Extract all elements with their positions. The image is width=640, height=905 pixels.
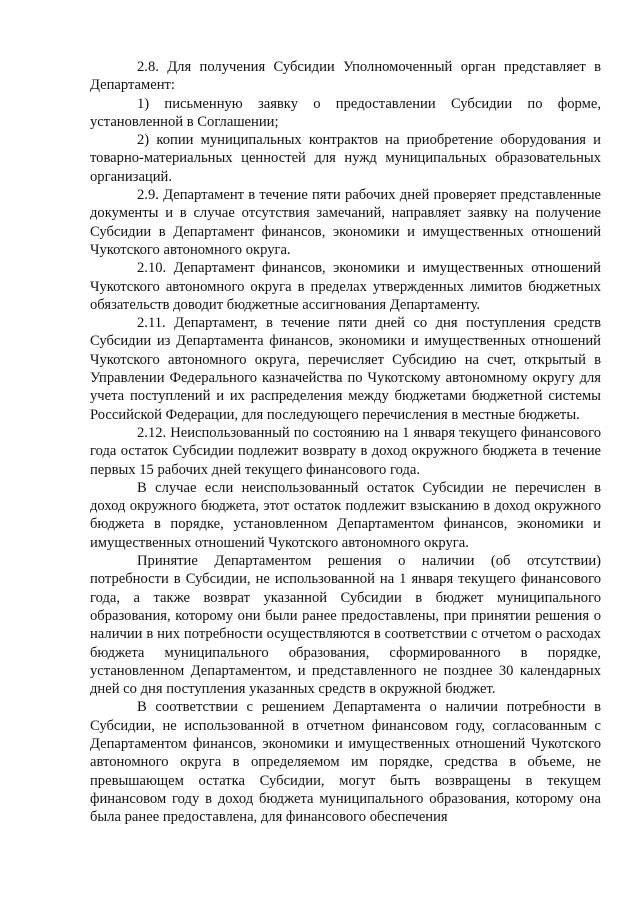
paragraph-2-9: 2.9. Департамент в течение пяти рабочих дней проверяет представленные документы и в случае отсутствия замечаний, направляет заявку на получение Субсидии в Департамент финансов, экономики и имущественных отношений Чукотского автономного округа. — [90, 187, 601, 258]
document-page — [90, 58, 601, 826]
paragraph-item-2: 2) копии муниципальных контрактов на приобретение оборудования и товарно-материальных ценностей для нужд муниципальных образовательных организаций. — [90, 132, 601, 185]
paragraph-unpaid-balance: В случае если неиспользованный остаток Субсидии не перечислен в доход окружного бюджета, этот остаток подлежит взысканию в доход окружного бюджета в порядке, установленном Департаментом финансов, экономики и имущественных отношений Чукотского автономного округа. — [90, 479, 601, 551]
paragraph-item-1: 1) письменную заявку о предоставлении Субсидии по форме, установленной в Соглашении; — [90, 95, 601, 130]
paragraph-2-12: 2.12. Неиспользованный по состоянию на 1 января текущего финансового года остаток Субсидии подлежит возврату в доход окружного бюджета в течение первых 15 рабочих дней текущего финансового года. — [90, 424, 601, 478]
paragraph-2-11: 2.11. Департамент, в течение пяти дней со дня поступления средств Субсидии из Департамента финансов, экономики и имущественных отношений Чукотского автономного округа, перечисляет Субсидию на счет, открытый в Управлении Федерального казначейства по Чукотскому автономному округу для учета поступлений и их распределения между бюджетами бюджетной системы Российской Федерации, для последующего перечисления в местные бюджеты. — [90, 315, 601, 423]
paragraph-2-10: 2.10. Департамент финансов, экономики и имущественных отношений Чукотского автономного округа в пределах утвержденных лимитов бюджетных обязательств доводит бюджетные ассигнования Департаменту. — [90, 260, 601, 313]
paragraph-return-funds: В соответствии с решением Департамента о наличии потребности в Субсидии, не использованной в отчетном финансовом году, согласованным с Департаментом финансов, экономики и имущественных отношений Чукотского автономного округа в определяемом им порядке, средства в объеме, не превышающем остатка Субсидии, могут быть возвращены в текущем финансовом году в доход бюджета муниципального образования, которому она была ранее предоставлена, для финансового обеспечения — [90, 699, 601, 826]
paragraph-decision-need: Принятие Департаментом решения о наличии (об отсутствии) потребности в Субсидии, не использованной на 1 января текущего финансового года, а также возврат указанной Субсидии в бюджет муниципального образования, которому они были ранее предоставлены, при принятии решения о наличии в них потребности осуществляются в соответствии с отчетом о расходах бюджета муниципального образования, сформированного в порядке, установленном Департаментом, и представленного не позднее 30 календарных дней со дня поступления указанных средств в окружной бюджет. — [90, 553, 601, 698]
paragraph-2-8: 2.8. Для получения Субсидии Уполномоченный орган представляет в Департамент: — [90, 59, 601, 94]
